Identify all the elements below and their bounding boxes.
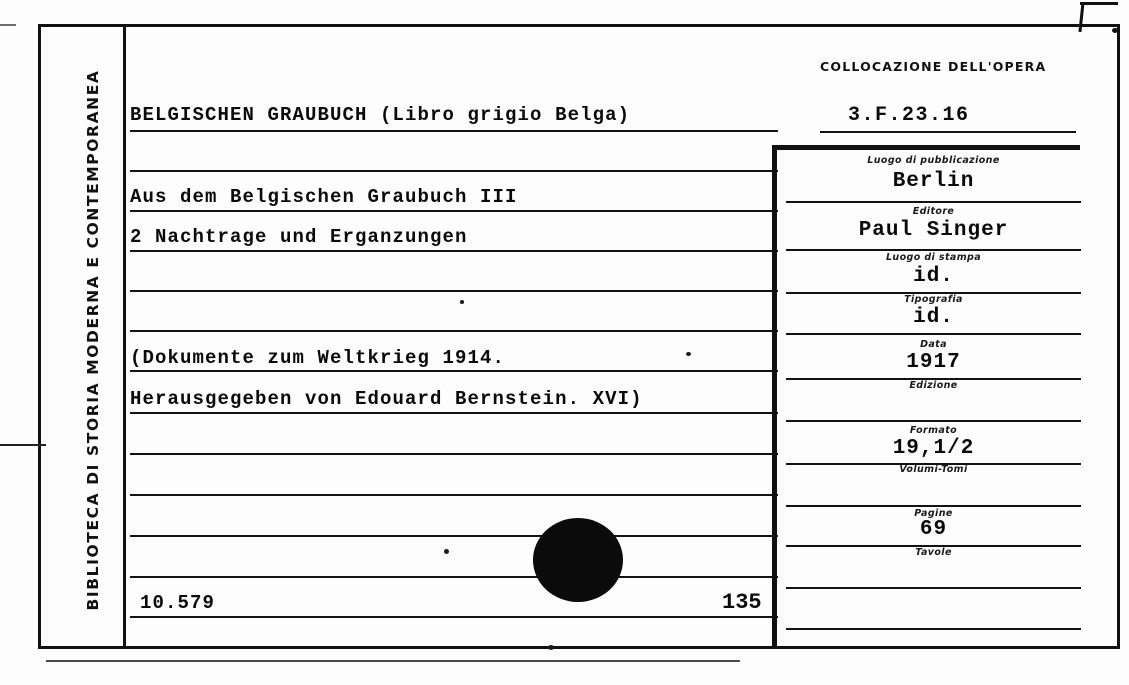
collocazione-heading: COLLOCAZIONE DELL'OPERA bbox=[820, 59, 1047, 74]
page-edge-mark-left bbox=[0, 444, 46, 446]
page-edge-mark-top bbox=[0, 24, 16, 26]
imprint-rule bbox=[786, 249, 1081, 251]
imprint-value: id. bbox=[913, 306, 954, 329]
card-sequence-number: 135 bbox=[722, 590, 762, 615]
imprint-rule bbox=[786, 333, 1081, 335]
rule-line bbox=[130, 170, 778, 172]
imprint-label: Luogo di pubblicazione bbox=[867, 155, 1000, 166]
ink-speck bbox=[686, 352, 691, 356]
ink-speck bbox=[444, 549, 449, 554]
imprint-rule bbox=[786, 420, 1081, 422]
card-frame-bottom bbox=[38, 646, 1120, 649]
stamp-divider-rule bbox=[123, 24, 126, 649]
imprint-label: Data bbox=[920, 339, 947, 350]
corner-pen-mark-icon bbox=[1076, 0, 1124, 40]
imprint-value: Berlin bbox=[892, 170, 975, 193]
imprint-box-top-border bbox=[772, 145, 1080, 150]
card-frame-right bbox=[1117, 24, 1120, 649]
library-stamp-label: BIBLIOTECA DI STORIA MODERNA E CONTEMPORANEA bbox=[84, 69, 102, 611]
imprint-value: 69 bbox=[919, 518, 948, 541]
rule-line bbox=[130, 576, 778, 578]
rule-line bbox=[130, 370, 778, 372]
imprint-label: Editore bbox=[912, 206, 955, 217]
shelfmark-rule bbox=[820, 131, 1076, 133]
rule-line bbox=[130, 290, 778, 292]
inventory-number: 10.579 bbox=[140, 592, 216, 614]
ink-blot bbox=[533, 518, 623, 602]
rule-line bbox=[130, 250, 778, 252]
imprint-value: Paul Singer bbox=[858, 219, 1009, 242]
rule-line bbox=[130, 453, 778, 455]
rule-line bbox=[130, 494, 778, 496]
rule-line bbox=[130, 535, 778, 537]
imprint-label: Volumi-Tomi bbox=[899, 464, 968, 475]
imprint-rule bbox=[786, 587, 1081, 589]
library-stamp bbox=[72, 60, 114, 620]
shelfmark-value: 3.F.23.16 bbox=[848, 104, 970, 127]
rule-line bbox=[130, 616, 778, 618]
card-frame-bottom-secondary bbox=[46, 660, 740, 662]
card-body-line: Herausgegeben von Edouard Bernstein. XVI) bbox=[130, 388, 643, 410]
imprint-rule bbox=[786, 628, 1081, 630]
imprint-label: Tipografia bbox=[904, 294, 963, 305]
card-frame-left bbox=[38, 24, 41, 649]
imprint-rule bbox=[786, 201, 1081, 203]
imprint-value: 19,1/2 bbox=[892, 437, 975, 460]
imprint-label: Pagine bbox=[914, 508, 953, 519]
card-body-line: (Dokumente zum Weltkrieg 1914. bbox=[130, 347, 506, 369]
rule-line bbox=[130, 210, 778, 212]
rule-line bbox=[130, 330, 778, 332]
ink-speck bbox=[548, 645, 554, 650]
rule-line bbox=[130, 412, 778, 414]
card-title: BELGISCHEN GRAUBUCH (Libro grigio Belga) bbox=[130, 104, 631, 126]
card-frame-top bbox=[38, 24, 1120, 27]
imprint-value: id. bbox=[913, 265, 954, 288]
card-body-line: Aus dem Belgischen Graubuch III bbox=[130, 186, 518, 208]
imprint-label: Edizione bbox=[909, 380, 958, 391]
rule-line bbox=[130, 130, 778, 132]
imprint-rule bbox=[786, 505, 1081, 507]
imprint-value: 1917 bbox=[906, 351, 961, 374]
imprint-label: Tavole bbox=[915, 547, 952, 558]
ink-speck bbox=[460, 300, 464, 304]
imprint-label: Luogo di stampa bbox=[885, 252, 982, 263]
imprint-box-left-border bbox=[772, 145, 777, 649]
card-body-line: 2 Nachtrage und Erganzungen bbox=[130, 226, 468, 248]
imprint-label: Formato bbox=[909, 425, 958, 436]
